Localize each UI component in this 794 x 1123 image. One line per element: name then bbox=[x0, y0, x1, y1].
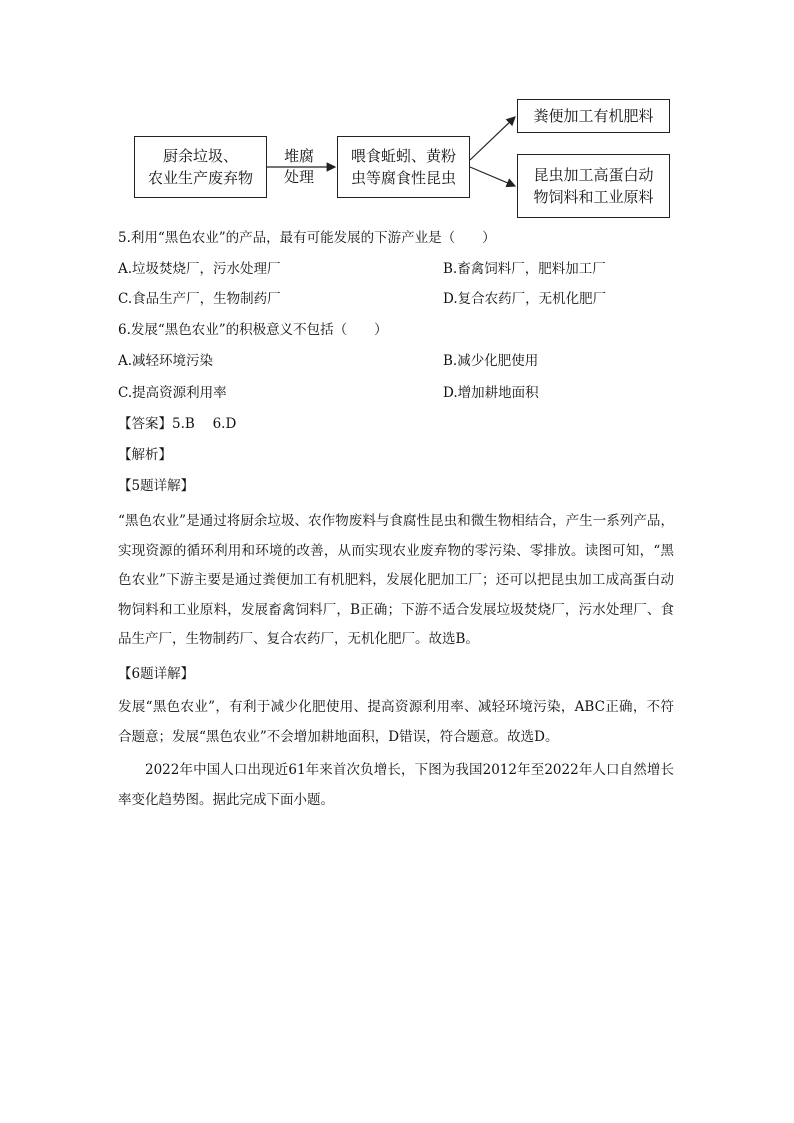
arrow-to-feed bbox=[470, 167, 515, 186]
question-5-detail-heading: 【5题详解】 bbox=[118, 478, 195, 494]
diagram-box-feed-materials-text: 昆虫加工高蛋白动 物饲料和工业原料 bbox=[533, 166, 654, 206]
question-6-stem: 6.发展“黑色农业”的积极意义不包括（ ） bbox=[118, 322, 388, 338]
question-6-option-c: C.提高资源利用率 bbox=[118, 385, 227, 401]
analysis-heading: 【解析】 bbox=[118, 447, 172, 463]
question-6-option-a: A.减轻环境污染 bbox=[118, 353, 214, 369]
question-5-option-b: B.畜禽饲料厂，肥料加工厂 bbox=[443, 261, 606, 277]
diagram-process-label: 堆腐 处理 bbox=[283, 147, 314, 186]
question-6-option-b: B.减少化肥使用 bbox=[443, 353, 539, 369]
arrow-to-fertilizer bbox=[470, 117, 515, 160]
question-6-detail-heading: 【6题详解】 bbox=[118, 666, 195, 682]
next-question-intro: 2022年中国人口出现近61年来首次负增长，下图为我国2012年至2022年人口自然增长率变化趋势图。据此完成下面小题。 bbox=[118, 762, 674, 808]
diagram-box-kitchen-waste-text: 厨余垃圾、 农业生产废弃物 bbox=[147, 147, 253, 187]
question-6-option-d: D.增加耕地面积 bbox=[443, 385, 539, 401]
question-5-option-a: A.垃圾焚烧厂，污水处理厂 bbox=[118, 261, 281, 277]
question-5-stem: 5.利用“黑色农业”的产品，最有可能发展的下游产业是（ ） bbox=[118, 230, 496, 246]
question-5-detail-text: “黑色农业”是通过将厨余垃圾、农作物废料与食腐性昆虫和微生物相结合，产生一系列产品，实现资源的循环利用和环境的改善，从而实现农业废弃物的零污染、零排放。读图可知，“黑色农业”下游主要是通过粪便加工有机肥料，发展化肥加工厂；还可以把昆虫加工成高蛋白动物饲料和工业原料，发展畜禽饲料厂，B正确；下游不适合发展垃圾焚烧厂，污水处理厂、食品生产厂，生物制药厂、复合农药厂，无机化肥厂。故选B。 bbox=[118, 513, 674, 647]
diagram-arrows bbox=[0, 0, 794, 260]
question-5-option-c: C.食品生产厂，生物制药厂 bbox=[118, 291, 281, 307]
question-5-option-d: D.复合农药厂，无机化肥厂 bbox=[443, 291, 607, 307]
question-6-detail-text: 发展“黑色农业”，有利于减少化肥使用、提高资源利用率、减轻环境污染，ABC正确，不符合题意；发展“黑色农业”不会增加耕地面积，D错误，符合题意。故选D。 bbox=[118, 699, 674, 745]
diagram-box-insects-text: 喂食蚯蚓、黄粉 虫等腐食性昆虫 bbox=[350, 147, 456, 187]
answer-line: 【答案】5.B 6.D bbox=[118, 416, 237, 432]
diagram-box-organic-fertilizer-text: 粪便加工有机肥料 bbox=[533, 107, 654, 125]
